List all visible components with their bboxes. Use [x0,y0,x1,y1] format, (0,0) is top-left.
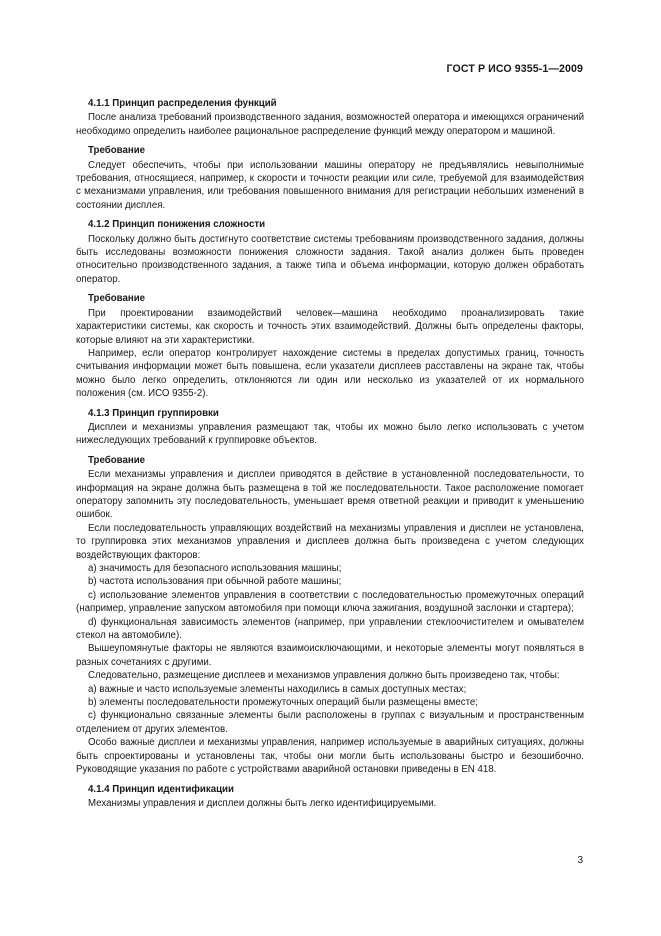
paragraph: Вышеупомянутые факторы не являются взаимоисключающими, и некоторые элементы могут появляться в разных сочетаниях с другими. [76,643,584,668]
requirement-label: Требование [88,293,146,305]
section-heading: 4.1.2 Принцип понижения сложности [88,219,266,231]
paragraph: b) элементы последовательности промежуточных операций были размещены вместе; [88,697,478,709]
paragraph: Следовательно, размещение дисплеев и механизмов управления должно быть произведено так, чтобы: [88,670,560,682]
document-body [76,97,584,810]
paragraph: b) частота использования при обычной работе машины; [88,576,342,588]
requirement-label: Требование [88,145,146,157]
paragraph: При проектировании взаимодействий человек—машина необходимо проанализировать такие характеристики системы, как скорость и точность этих взаимодействий. Должны быть определены факторы, которые влияют на эти характеристики. [76,307,584,346]
paragraph: a) значимость для безопасного использования машины; [88,563,342,574]
paragraph: Если последовательность управляющих воздействий на механизмы управления и дисплеи не установлена, то группировка этих механизмов управления и дисплеев должна быть произведена с учетом следующих воздействующих факторов: [76,522,584,561]
paragraph: Дисплеи и механизмы управления размещают так, чтобы их можно было легко использовать с учетом нижеследующих требований к группировке объектов. [76,421,584,447]
section-heading: 4.1.4 Принцип идентификации [88,783,234,795]
paragraph: c) использование элементов управления в соответствии с последовательностью промежуточных операций (например, управление запуском автомобиля при помощи ключа зажигания, воздушной заслонки и стартера); [76,589,584,615]
paragraph: Механизмы управления и дисплеи должны быть легко идентифицируемыми. [88,797,437,809]
paragraph: Если механизмы управления и дисплеи приводятся в действие в установленной последовательности, то информация на экране должна быть размещена в той же последовательности. Такое расположение помогает оператору запомнить эту последовательность, уменьшает время ответной реакции и приводит к уменьшению ошибок. [76,469,584,521]
paragraph: d) функциональная зависимость элементов (например, при управлении стеклоочистителем и омывателем стекол на автомобиле). [76,616,584,642]
standard-id-header: ГОСТ Р ИСО 9355-1—2009 [446,63,583,75]
paragraph: Например, если оператор контролирует нахождение системы в пределах допустимых границ, точность считывания информации может быть повышена, если указатели дисплеев расставлены на экране так, чтобы можно было легко определить, отклоняются ли один или несколько из указателей от их нормального положения (см. ИСО 9355-2). [76,347,584,400]
paragraph: a) важные и часто используемые элементы находились в самых доступных местах; [88,683,467,695]
paragraph: c) функционально связанные элементы были расположены в группах с визуальным и пространственным отделением от других элементов. [76,710,584,735]
requirement-label: Требование [88,454,146,466]
paragraph: Поскольку должно быть достигнуто соответствие системы требованиям производственного задания, должны быть исследованы возможности понижения сложности задания. Такой анализ должен быть проведен относительно производственного задания, а также типа и объема информации, которую должен обработать оператор. [76,233,584,285]
paragraph: Особо важные дисплеи и механизмы управления, например используемые в аварийных ситуациях, должны быть спроектированы и установлены так, чтобы они могли быть использованы быстро и безошибочно. Руководящие указания по работе с устройствами аварийной остановки приведены в EN 418. [76,737,584,776]
paragraph: Следует обеспечить, чтобы при использовании машины оператору не предъявлялись невыполнимые требования, относящиеся, например, к скорости и точности реакции или силе, требуемой для взаимодействия с механизмами управления, или требования повышенного внимания для регистрации небольших изменений в состоянии дисплея. [76,159,584,211]
section-heading: 4.1.1 Принцип распределения функций [88,98,277,109]
section-heading: 4.1.3 Принцип группировки [88,407,219,419]
page-number: 3 [577,855,583,866]
paragraph: После анализа требований производственного задания, возможностей оператора и имеющихся ограничений необходимо определить наиболее рациональное распределение функций между оператором и машиной. [76,112,584,137]
